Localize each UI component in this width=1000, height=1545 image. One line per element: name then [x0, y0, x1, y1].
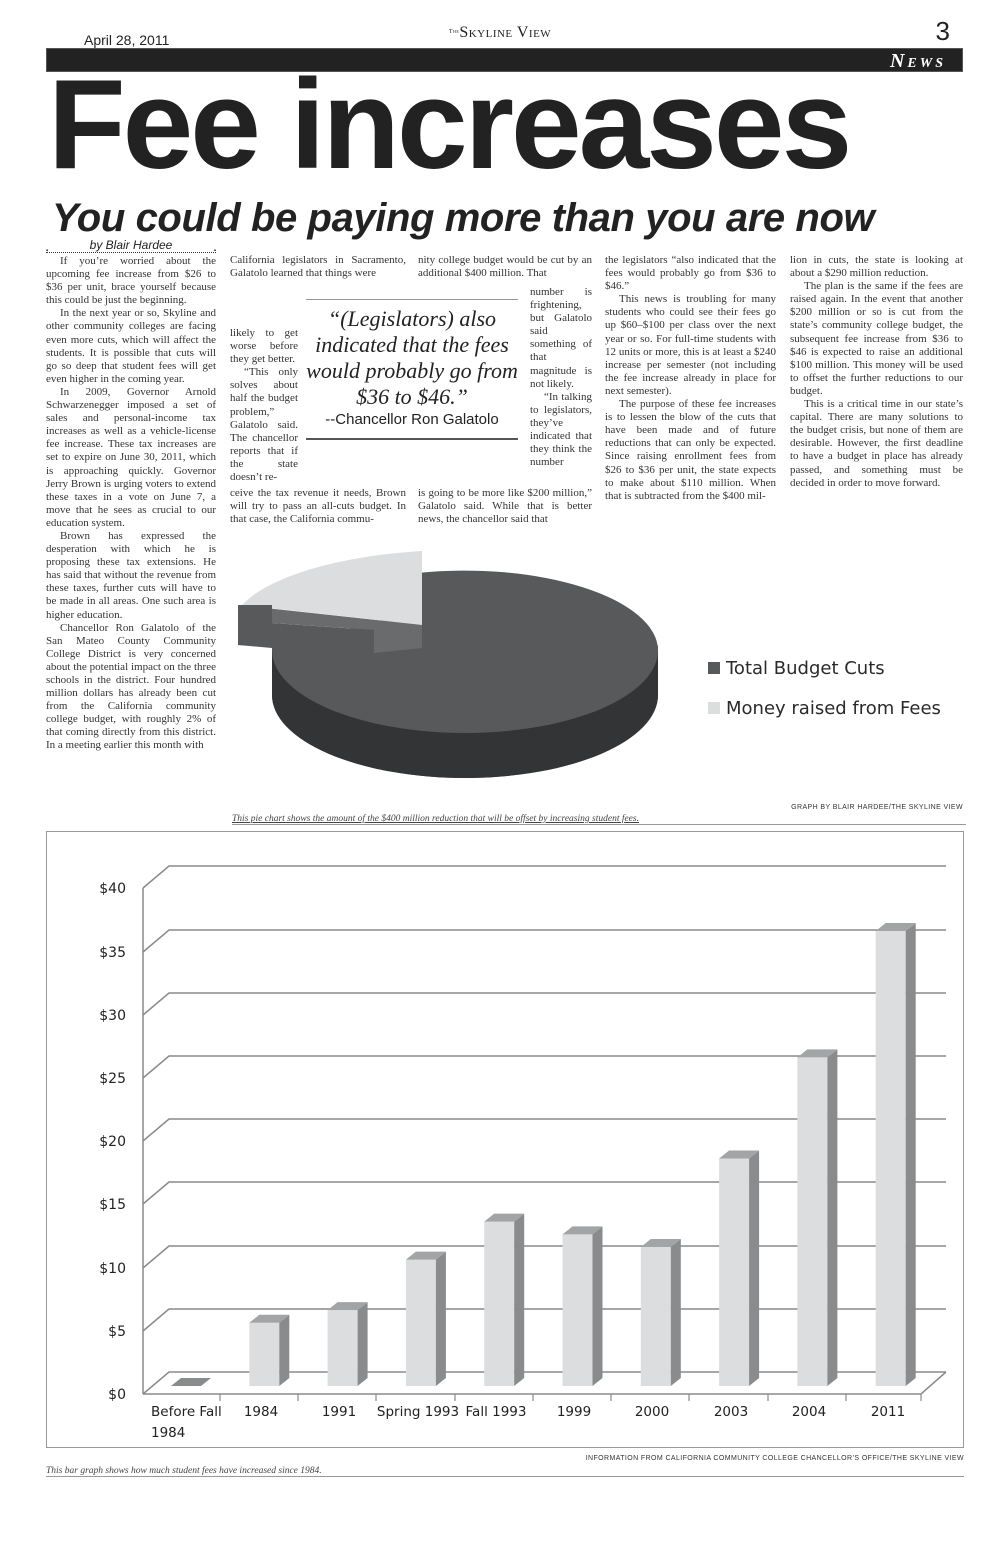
issue-date: April 28, 2011: [84, 32, 170, 48]
bar-credit: INFORMATION FROM CALIFORNIA COMMUNITY COLLEGE CHANCELLOR’S OFFICE/THE SKYLINE VIEW: [585, 1455, 964, 1462]
paragraph: is going to be more like $200 million,” Galatolo said. While that is better news, the chancellor said that: [418, 487, 592, 526]
pie-chart: [230, 545, 670, 810]
article-column-2-bottom: [230, 487, 406, 526]
x-label: 2003: [713, 1404, 749, 1420]
article-column-2-top: [230, 254, 406, 280]
x-label: Before Fall: [151, 1404, 222, 1420]
article-column-5: [790, 254, 963, 490]
bar: [876, 923, 916, 1386]
x-label: 1984: [243, 1404, 279, 1420]
masthead: [0, 24, 1000, 42]
x-label: 2011: [870, 1404, 906, 1420]
byline: ▪ by Blair Hardee ▪: [46, 238, 216, 253]
paragraph: If you’re worried about the upcoming fee increase from $26 to $36 per unit, brace yourself because this could be just the beginning.: [46, 255, 216, 307]
article-column-3-top: [418, 254, 592, 280]
legend-swatch-light: [708, 702, 720, 714]
article-column-3-bottom: [418, 487, 592, 526]
svg-text:$0: $0: [108, 1387, 126, 1403]
subheadline: You could be paying more than you are now: [52, 196, 875, 240]
bar: [563, 1226, 603, 1386]
pull-quote-text: “(Legislators) also indicated that the fees would probably go from $36 to $46.”: [306, 306, 518, 409]
svg-text:$20: $20: [99, 1134, 126, 1150]
paragraph: “In talking to legislators, they’ve indicated that they think the number: [530, 390, 592, 469]
legend-label: Total Budget Cuts: [726, 657, 885, 679]
paragraph: ceive the tax revenue it needs, Brown will try to pass an all-cuts budget. In that case, the California commu-: [230, 487, 406, 526]
paragraph: “This only solves about half the budget problem,” Galatolo said. The chancellor reports that if the state doesn’t re-: [230, 366, 298, 484]
page-number: 3: [935, 16, 950, 46]
bar-chart: [46, 831, 964, 1448]
paragraph: nity college budget would be cut by an additional $400 million. That: [418, 254, 592, 280]
paragraph: In 2009, Governor Arnold Schwarzenegger imposed a set of sales and personal-income tax increases as well as a vehicle-license fee increase. These tax increases are set to expire on June 30, 2011, which is approaching quickly. Governor Jerry Brown is urging voters to extend these taxes in a vote on June 7, a move that he sees as crucial to our education system.: [46, 385, 216, 529]
paragraph: This is a critical time in our state’s capital. There are many solutions to the budget crisis, but none of them are desirable. However, the first deadline to have a budget in place has already passed, and something must be decided in order to move forward.: [790, 398, 963, 489]
pie-credit: GRAPH BY BLAIR HARDEE/THE SKYLINE VIEW: [791, 804, 963, 811]
legend-swatch-dark: [708, 662, 720, 674]
article-column-1: [46, 255, 216, 753]
pull-quote: [306, 299, 518, 440]
x-label: 2000: [634, 1404, 670, 1420]
paragraph: number is frightening, but Galatolo said something of that magnitude is not likely.: [530, 286, 592, 390]
bar: [484, 1214, 524, 1386]
section-label: News: [889, 50, 946, 72]
pie-legend: [708, 648, 941, 728]
paragraph: California legislators in Sacramento, Galatolo learned that things were: [230, 254, 406, 280]
masthead-the: The: [448, 29, 460, 35]
legend-item: [708, 648, 941, 688]
bar: [797, 1049, 837, 1386]
paragraph: lion in cuts, the state is looking at about a $290 million reduction.: [790, 254, 963, 280]
svg-text:$35: $35: [99, 945, 126, 961]
x-label: 1999: [556, 1404, 592, 1420]
bar: [328, 1302, 368, 1386]
paragraph: Brown has expressed the desperation with which he is proposing these tax extensions. He has said that without the revenue from these taxes, further cuts will have to be made in all areas. One such area is higher education.: [46, 529, 216, 621]
x-label: 1984: [151, 1425, 186, 1441]
bar: [641, 1239, 681, 1386]
svg-text:$25: $25: [99, 1071, 126, 1087]
headline: Fee increases: [48, 53, 850, 195]
y-axis-labels: [99, 881, 126, 1403]
svg-text:$15: $15: [99, 1197, 126, 1213]
x-label: Fall 1993: [465, 1404, 527, 1420]
bar: [249, 1315, 289, 1386]
article-column-3-wrap: [530, 286, 592, 469]
svg-text:$40: $40: [99, 881, 126, 897]
paragraph: The plan is the same if the fees are raised again. In the event that another $200 million or so is cut from the state’s community college budget, the subsequent fee increase from $36 to $46 is expected to raise an additional $100 million. This money will be used to offset the further reductions to our budget.: [790, 280, 963, 397]
x-ticks: [220, 1394, 921, 1401]
pull-quote-attribution: --Chancellor Ron Galatolo: [325, 411, 499, 428]
paragraph: In the next year or so, Skyline and other community colleges are facing even more cuts, which will affect the students. It is possible that cuts will go so deep that student fees will get even higher in the coming year.: [46, 307, 216, 385]
svg-text:$10: $10: [99, 1261, 126, 1277]
bar: [406, 1252, 446, 1386]
masthead-title: Skyline View: [459, 24, 552, 41]
paragraph: Chancellor Ron Galatolo of the San Mateo County Community College District is very concerned about the potential impact on the three schools in the district. Four hundred million dollars has already been cut from the California community college budget, with roughly 2% of that coming directly from this district. In a meeting earlier this month with: [46, 621, 216, 752]
bar: [171, 1378, 211, 1386]
x-label: Spring 1993: [376, 1404, 460, 1420]
x-label: 1991: [321, 1404, 357, 1420]
bar: [719, 1150, 759, 1386]
paragraph: This news is troubling for many students who could see their fees go up $60–$100 per class over the next year or so. For full-time students with 12 units or more, this is at least a $240 increase per semester (not including the fee increase already in place for next semester).: [605, 293, 776, 397]
x-axis-labels: [151, 1404, 905, 1441]
svg-text:$5: $5: [108, 1324, 126, 1340]
paragraph: likely to get worse before they get better.: [230, 327, 298, 366]
pie-caption: This pie chart shows the amount of the $400 million reduction that will be offset by increasing student fees.: [232, 814, 966, 825]
paragraph: The purpose of these fee increases is to lessen the blow of the cuts that have been made and of future reductions that can only be expected. Since raising enrollment fees from $26 to $36 per unit, the state expects to make about $110 million. When that is subtracted from the $400 mil-: [605, 398, 776, 502]
bar-caption: This bar graph shows how much student fees have increased since 1984.: [46, 1466, 964, 1477]
legend-item: [708, 688, 941, 728]
article-column-2-wrap: [230, 327, 298, 484]
legend-label: Money raised from Fees: [726, 697, 941, 719]
article-column-4: [605, 254, 776, 503]
paragraph: the legislators “also indicated that the fees would probably go from $36 to $46.”: [605, 254, 776, 293]
svg-text:$30: $30: [99, 1008, 126, 1024]
x-label: 2004: [791, 1404, 827, 1420]
